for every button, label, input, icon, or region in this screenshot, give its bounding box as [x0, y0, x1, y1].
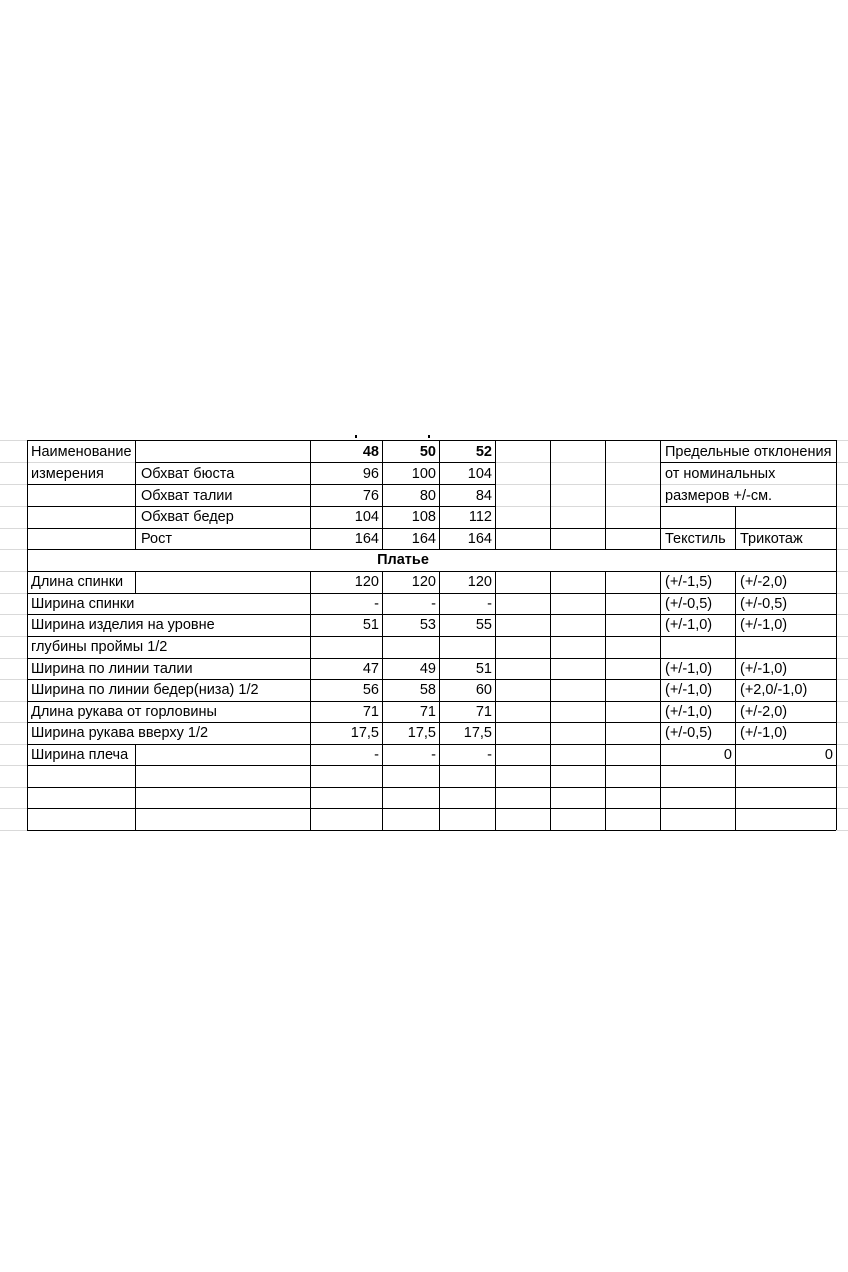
table-border: [27, 440, 28, 830]
table-border: [735, 506, 736, 549]
table-border: [27, 787, 836, 788]
deviation-title-line3: размеров +/-см.: [665, 488, 773, 504]
row-value: 60: [475, 682, 492, 698]
table-border: [135, 462, 495, 463]
measure-name: Рост: [141, 531, 172, 547]
row-textile-tolerance: 0: [723, 747, 732, 763]
row-textile-tolerance: (+/-0,5): [665, 596, 713, 612]
row-textile-tolerance: (+/-1,0): [665, 661, 713, 677]
row-knit-tolerance: 0: [824, 747, 833, 763]
measure-value: 164: [411, 531, 436, 547]
table-border: [135, 571, 136, 593]
row-value: 51: [362, 617, 379, 633]
measure-value: 104: [467, 466, 492, 482]
deviation-title-line2: от номинальных: [665, 466, 776, 482]
row-name: Ширина изделия на уровне: [31, 617, 215, 633]
tick-mark: [428, 435, 430, 438]
row-name: Ширина спинки: [31, 596, 135, 612]
row-value: 49: [419, 661, 436, 677]
size-50-header: 50: [419, 444, 436, 460]
row-value: 17,5: [407, 725, 436, 741]
table-border: [27, 506, 495, 507]
row-knit-tolerance: (+2,0/-1,0): [740, 682, 808, 698]
row-value: [382, 637, 439, 658]
row-value: 56: [362, 682, 379, 698]
row-value: -: [374, 747, 379, 763]
measure-value: 104: [354, 509, 379, 525]
table-border: [550, 440, 551, 549]
table-border: [27, 679, 836, 680]
measure-value: 76: [362, 488, 379, 504]
row-value: -: [487, 596, 492, 612]
measure-name: Обхват бедер: [141, 509, 234, 525]
deviation-title-line1: Предельные отклонения: [665, 444, 832, 460]
row-value: 120: [411, 574, 436, 590]
size-48-header: 48: [362, 444, 379, 460]
measure-value: 84: [475, 488, 492, 504]
table-border: [439, 440, 440, 549]
row-value: 17,5: [463, 725, 492, 741]
row-name: Длина спинки: [31, 574, 124, 590]
measure-value: 164: [354, 531, 379, 547]
row-knit-tolerance: (+/-0,5): [740, 596, 788, 612]
measure-value: 164: [467, 531, 492, 547]
row-value: 51: [475, 661, 492, 677]
measure-value: 100: [411, 466, 436, 482]
table-border: [27, 440, 836, 441]
table-border: [605, 440, 606, 549]
size-chart-table: [0, 440, 848, 832]
table-border: [605, 571, 606, 830]
measure-value: 80: [419, 488, 436, 504]
row-value: -: [374, 596, 379, 612]
row-value: 55: [475, 617, 492, 633]
row-name: Ширина плеча: [31, 747, 129, 763]
row-value: -: [431, 596, 436, 612]
row-value: [311, 637, 382, 658]
row-knit-tolerance: (+/-1,0): [740, 725, 788, 741]
table-border: [495, 440, 496, 549]
table-border: [27, 528, 836, 529]
table-border: [27, 658, 836, 659]
table-border: [660, 506, 836, 507]
row-textile-tolerance: (+/-1,0): [665, 682, 713, 698]
table-border: [135, 744, 136, 830]
table-border: [495, 571, 496, 830]
row-value: [439, 637, 495, 658]
table-border: [27, 830, 836, 831]
table-border: [27, 765, 836, 766]
header-label-line2: измерения: [31, 466, 104, 482]
table-border: [27, 484, 495, 485]
table-border: [27, 614, 836, 615]
table-border: [310, 571, 311, 830]
row-value: 71: [475, 704, 492, 720]
col-textile-header: Текстиль: [665, 531, 726, 547]
row-value: 120: [467, 574, 492, 590]
table-border: [382, 571, 383, 830]
measure-name: Обхват бюста: [141, 466, 235, 482]
table-border: [439, 571, 440, 830]
row-value: 71: [362, 704, 379, 720]
row-knit-tolerance: [737, 637, 743, 658]
table-border: [836, 440, 837, 830]
table-border: [660, 462, 836, 463]
table-border: [382, 440, 383, 549]
table-border: [27, 808, 836, 809]
row-value: 58: [419, 682, 436, 698]
row-name: Ширина по линии талии: [31, 661, 193, 677]
measure-value: 108: [411, 509, 436, 525]
row-name: Длина рукава от горловины: [31, 704, 217, 720]
row-knit-tolerance: (+/-1,0): [740, 661, 788, 677]
row-value: 17,5: [350, 725, 379, 741]
table-border: [550, 571, 551, 830]
row-value: 53: [419, 617, 436, 633]
row-knit-tolerance: (+/-2,0): [740, 704, 788, 720]
measure-value: 96: [362, 466, 379, 482]
row-name: глубины проймы 1/2: [31, 639, 168, 655]
row-value: 120: [354, 574, 379, 590]
row-knit-tolerance: (+/-2,0): [740, 574, 788, 590]
table-border: [660, 440, 661, 549]
table-border: [27, 636, 836, 637]
row-textile-tolerance: [662, 637, 668, 658]
section-title: Платье: [377, 552, 429, 568]
row-knit-tolerance: (+/-1,0): [740, 617, 788, 633]
table-border: [27, 701, 836, 702]
table-border: [660, 571, 661, 830]
row-value: -: [431, 747, 436, 763]
table-border: [27, 549, 836, 550]
size-52-header: 52: [475, 444, 492, 460]
row-value: 71: [419, 704, 436, 720]
row-value: 47: [362, 661, 379, 677]
row-textile-tolerance: (+/-1,5): [665, 574, 713, 590]
row-textile-tolerance: (+/-1,0): [665, 704, 713, 720]
header-label-line1: Наименование: [31, 444, 132, 460]
row-textile-tolerance: (+/-0,5): [665, 725, 713, 741]
row-name: Ширина рукава вверху 1/2: [31, 725, 209, 741]
tick-mark: [355, 435, 357, 438]
table-border: [27, 593, 836, 594]
measure-name: Обхват талии: [141, 488, 233, 504]
measure-value: 112: [468, 509, 492, 525]
table-border: [310, 440, 311, 549]
table-border: [735, 571, 736, 830]
row-name: Ширина по линии бедер(низа) 1/2: [31, 682, 259, 698]
table-border: [27, 744, 836, 745]
row-textile-tolerance: (+/-1,0): [665, 617, 713, 633]
table-border: [135, 440, 136, 549]
col-knit-header: Трикотаж: [740, 531, 803, 547]
table-border: [27, 571, 836, 572]
table-border: [27, 722, 836, 723]
row-value: -: [487, 747, 492, 763]
